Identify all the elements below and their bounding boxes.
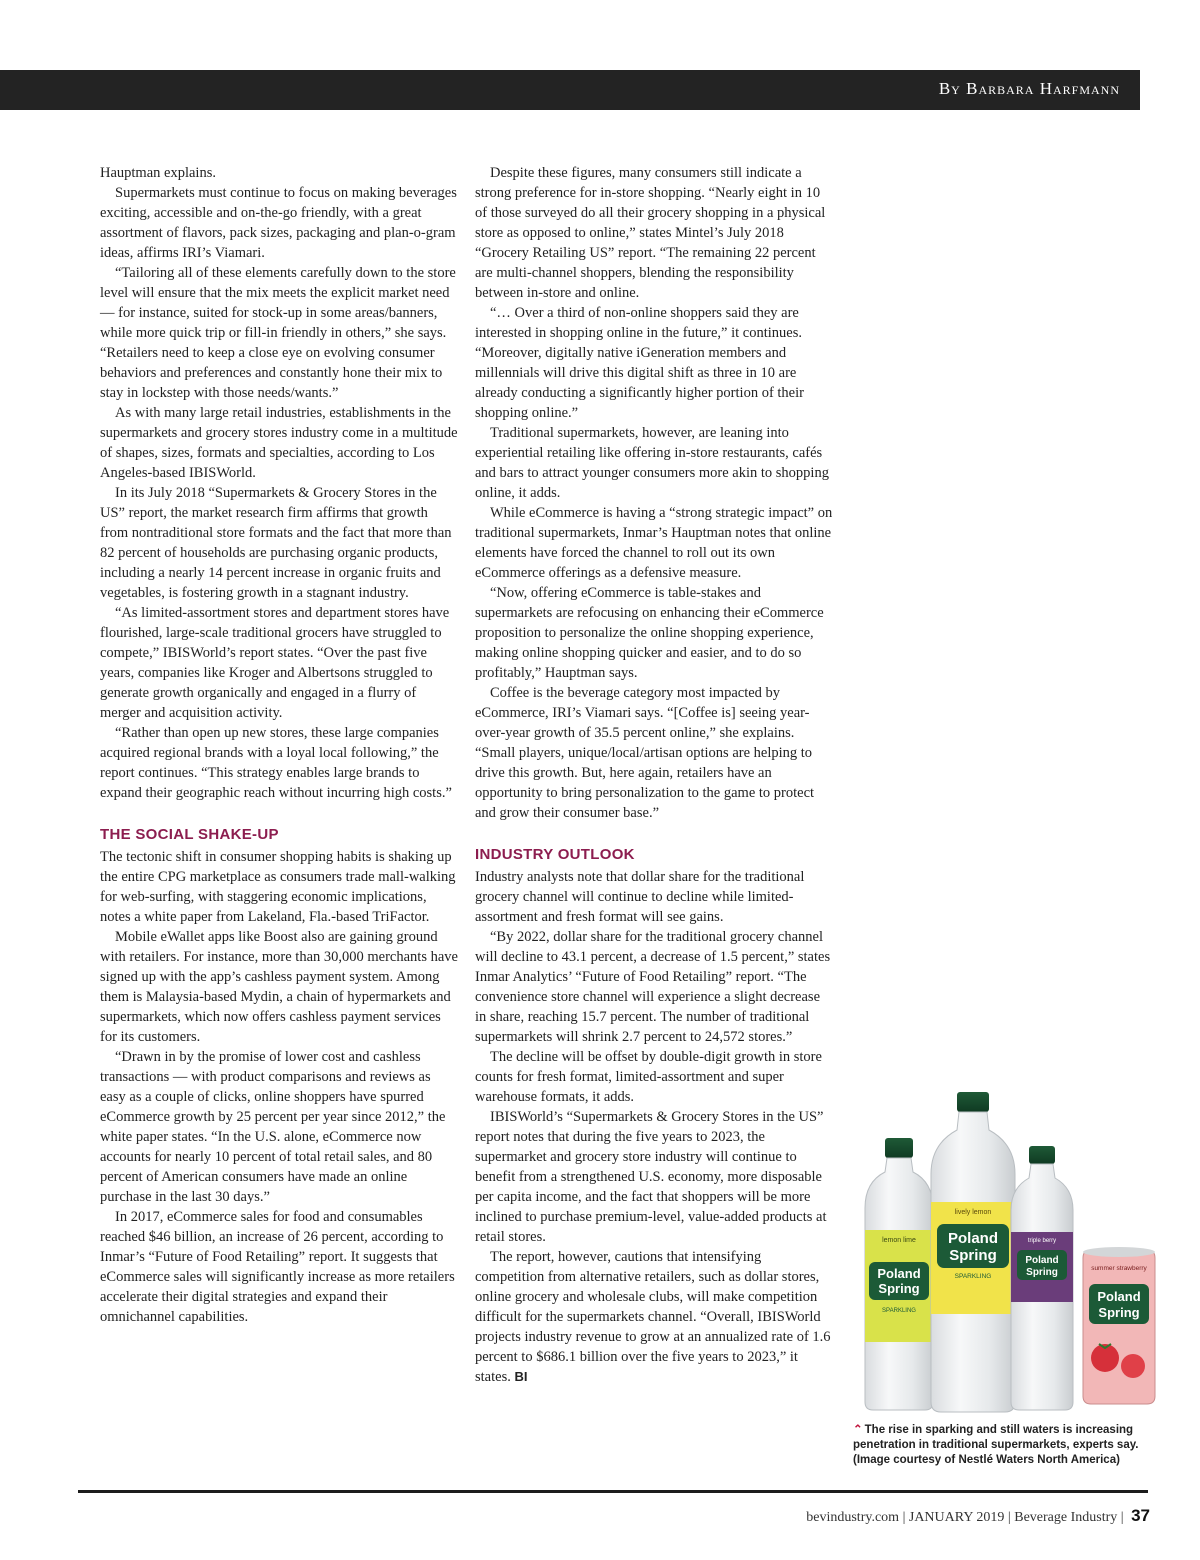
paragraph: The tectonic shift in consumer shopping habits is shaking up the entire CPG marketplace as consumers trade mall-walking for web-surfing, with staggering economic implications, notes a white paper from Lakeland, Fla.-based TriFactor. [100,849,456,925]
paragraph: Mobile eWallet apps like Boost also are gaining ground with retailers. For instance, more than 30,000 merchants have signed up with the app’s cashless payment system. Among them is Malaysia-based Mydin, a chain of hypermarkets and supermarkets, which now offers cashless payment services for its customers. [100,929,458,1045]
product-photo [855,1090,1160,1420]
sub-label: SPARKLING [954,1273,992,1280]
footer-magazine: Beverage Industry [1014,1510,1118,1525]
footer-separator: | [1007,1510,1011,1525]
paragraph-text: The report, however, cautions that intensifying competition from alternative retailers, such as dollar stores, online grocery and wholesale clubs, will make competition difficult for the supermarkets channel. “Overall, IBISWorld projects industry revenue to grow at an annualized rate of 1.6 percent to $686.1 billion over the five years to 2023,” it states. [475,1249,831,1385]
paragraph: Industry analysts note that dollar share for the traditional grocery channel will continue to decline while limited-assortment and fresh format will see gains. [475,869,805,925]
page-footer [806,1506,1150,1526]
footer-site: bevindustry.com [806,1510,900,1525]
author-byline: By Barbara Harfmann [938,79,1120,98]
footer-rule [78,1490,1148,1493]
paragraph: “Rather than open up new stores, these large companies acquired regional brands with a loyal local following,” the report continues. “This strategy enables large brands to expand their geographic reach without incurring high costs.” [100,725,452,801]
photo-caption [853,1423,1153,1468]
brand-label: Spring [1098,1305,1140,1320]
paragraph: “… Over a third of non-online shoppers said they are interested in shopping online in the future,” it continues. “Moreover, digitally native iGeneration members and millennials will drive this digital shift as three in 10 are already conducting a significantly higher portion of their shopping online.” [475,305,804,421]
page-number: 37 [1131,1506,1150,1525]
paragraph: “Drawn in by the promise of lower cost and cashless transactions — with product comparisons and reviews as easy as a couple of clicks, online shoppers have spurred eCommerce growth by 25 percent per year since 2012,” the white paper states. “In the U.S. alone, eCommerce now accounts for nearly 10 percent of total retail sales, and 80 percent of American consumers have made an online purchase in the last 30 days.” [100,1049,446,1205]
paragraph: Supermarkets must continue to focus on making beverages exciting, accessible and on-the-go friendly, with a great assortment of flavors, pack sizes, packaging and plan-o-gram ideas, affirms IRI’s Viamari. [100,185,457,261]
article-column-left [100,163,458,1327]
paragraph: In its July 2018 “Supermarkets & Grocery Stores in the US” report, the market research firm affirms that growth from nontraditional store formats and the fact that more than 82 percent of households are purchasing organic products, including a nearly 14 percent increase in organic fruits and vegetables, is fostering growth in a stagnant industry. [100,485,452,601]
paragraph: “As limited-assortment stores and department stores have flourished, large-scale traditional grocers have struggled to compete,” IBISWorld’s report states. “Over the past five years, companies like Kroger and Albertsons struggled to generate growth organically and engaged in a flurry of merger and acquisition activity. [100,605,450,721]
paragraph: The decline will be offset by double-digit growth in store counts for fresh format, limited-assortment and super warehouse formats, it adds. [475,1049,822,1105]
brand-label: Spring [949,1247,997,1264]
flavor-label: summer strawberry [1091,1265,1147,1272]
caret-up-icon: ⌃ [853,1424,863,1436]
strawberry-graphic [1121,1354,1145,1378]
paragraph: As with many large retail industries, establishments in the supermarkets and grocery stores industry come in a multitude of shapes, sizes, formats and specialties, according to Los Angeles-based IBISWorld. [100,405,458,481]
paragraph: “Now, offering eCommerce is table-stakes and supermarkets are refocusing on enhancing their eCommerce proposition to personalize the online shopping experience, making online shopping quicker and easier, and to do so profitably,” Hauptman says. [475,585,824,681]
paragraph: Hauptman explains. [100,165,216,181]
byline-bar [0,70,1140,110]
flavor-label: lemon lime [882,1237,916,1244]
footer-issue: JANUARY 2019 [908,1510,1005,1525]
end-mark: BI [514,1369,528,1384]
paragraph: “Tailoring all of these elements carefully down to the store level will ensure that the mix meets the explicit market need — for instance, suited for stock-up in some areas/banners, while more quick trip or fill-in friendly in others,” she says. “Retailers need to keep a close eye on evolving consumer behaviors and preferences and constantly hone their mix to stay in lockstep with those needs/wants.” [100,265,456,401]
caption-text: The rise in sparking and still waters is increasing penetration in traditional supermarkets, experts say. (Image courtesy of Nestlé Waters North America) [853,1424,1139,1466]
paragraph: Coffee is the beverage category most impacted by eCommerce, IRI’s Viamari says. “[Coffee is] seeing year-over-year growth of 35.5 percent online,” she explains. “Small players, unique/local/artisan options are helping to drive this growth. But, here again, retailers have an opportunity to bring personalization to the game to protect and grow their consumer base.” [475,685,815,821]
brand-label: Poland [1097,1289,1141,1304]
paragraph: “By 2022, dollar share for the traditional grocery channel will decline to 43.1 percent, a decrease of 1.5 percent,” states Inmar Analytics’ “Future of Food Retailing” report. “The convenience store channel will experience a slight decrease in share, reaching 15.7 percent. The number of traditional supermarkets will shrink 2.7 percent to 24,572 stores.” [475,929,831,1045]
brand-label: Spring [1026,1267,1058,1278]
bottle-lively-lemon [931,1092,1015,1412]
paragraph: In 2017, eCommerce sales for food and consumables reached $46 billion, an increase of 26 percent, according to Inmar’s “Future of Food Retailing” report. It suggests that eCommerce sales will significantly increase as more retailers accelerate their digital strategies and expand their omnichannel capabilities. [100,1209,455,1325]
brand-label: Spring [878,1281,920,1296]
paragraph: While eCommerce is having a “strong strategic impact” on traditional supermarkets, Inmar’s Hauptman notes that online elements have forced the channel to roll out its own eCommerce offerings as a defensive measure. [475,505,833,581]
sub-label: SPARKLING [882,1308,916,1314]
paragraph: Despite these figures, many consumers still indicate a strong preference for in-store shopping. “Nearly eight in 10 of those surveyed do all their grocery shopping in a physical store as opposed to online,” states Mintel’s July 2018 “Grocery Retailing US” report. “The remaining 22 percent are multi-channel shoppers, blending the responsibility between in-store and online. [475,165,826,301]
brand-label: Poland [877,1266,921,1281]
flavor-label: triple berry [1027,1238,1057,1244]
paragraph [475,1247,833,1387]
article-column-right [475,163,833,1387]
can-summer-strawberry [1083,1247,1155,1404]
flavor-label: lively lemon [954,1209,992,1216]
footer-separator: | [902,1510,906,1525]
bottle-lemon-lime [865,1138,933,1410]
paragraph: IBISWorld’s “Supermarkets & Grocery Stores in the US” report notes that during the five years to 2023, the supermarket and grocery store industry will continue to benefit from a strengthened U.S. economy, more disposable per capita income, and the fact that shoppers will be more inclined to purchase premium-level, value-added products at retail stores. [475,1109,827,1245]
brand-label: Poland [1025,1255,1059,1266]
section-heading: THE SOCIAL SHAKE-UP [100,826,279,843]
bottle-triple-berry [1011,1146,1073,1410]
paragraph: Traditional supermarkets, however, are leaning into experiential retailing like offering in-store restaurants, cafés and bars to attract younger consumers more akin to shopping online, it adds. [475,425,829,501]
brand-label: Poland [947,1230,999,1247]
footer-separator: | [1120,1510,1124,1525]
section-heading: INDUSTRY OUTLOOK [475,846,635,863]
